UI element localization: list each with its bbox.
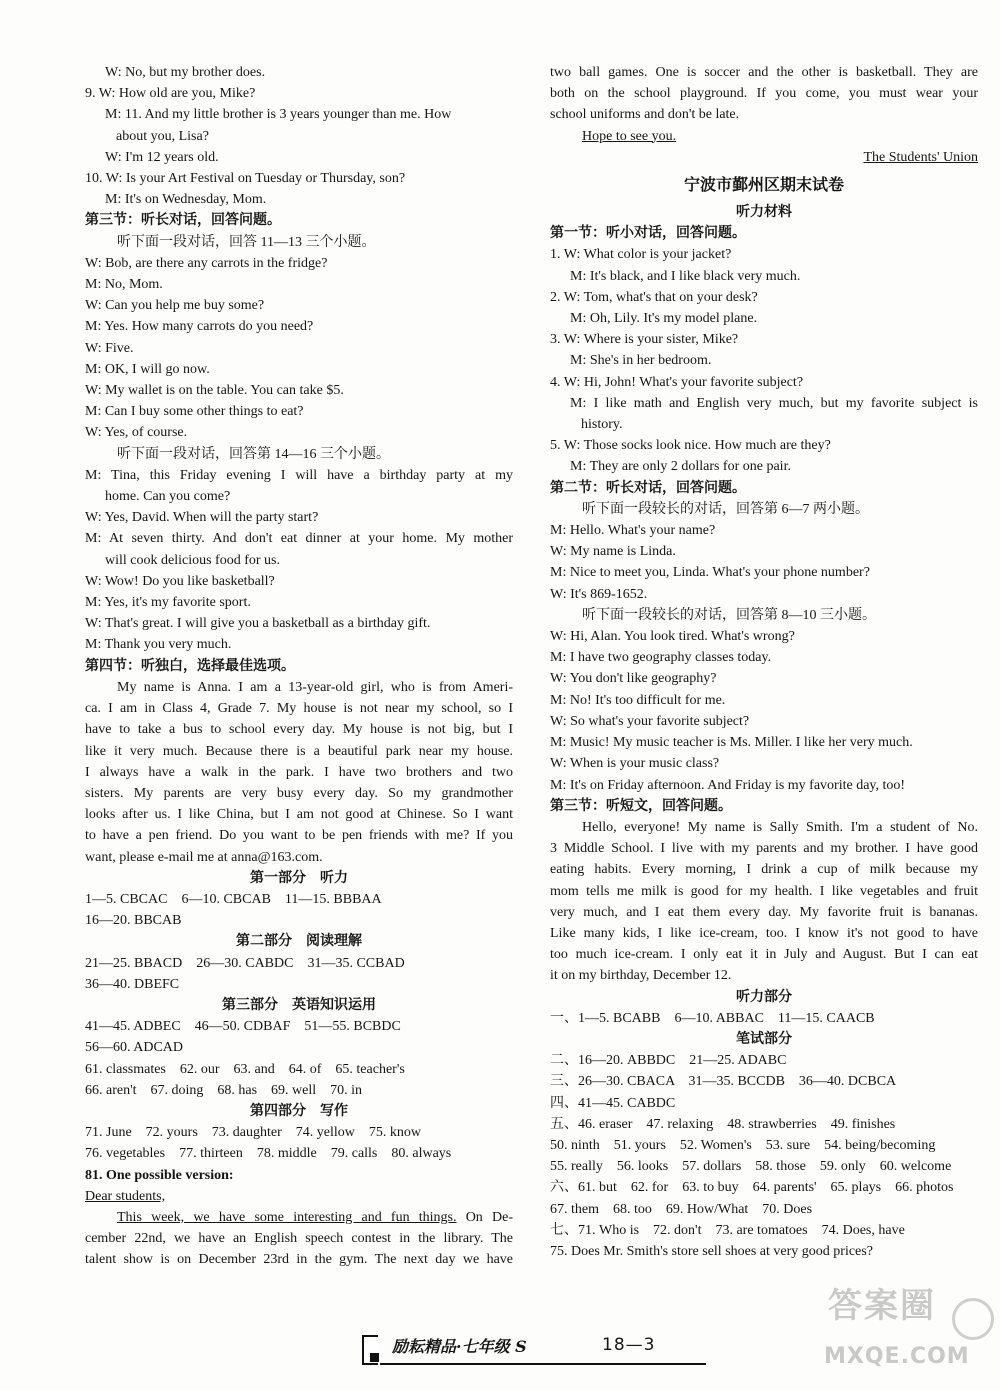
text-line: 9. W: How old are you, Mike?	[85, 86, 256, 102]
text-line: school uniforms and don't be late.	[550, 107, 740, 123]
text-line: 听力部分	[736, 989, 792, 1005]
text-line: 71. June 72. yours 73. daughter 74. yellow 75. know	[85, 1125, 421, 1141]
text-line: 第三部分 英语知识运用	[222, 997, 376, 1013]
text-line: W: Hi, Alan. You look tired. What's wrong?	[550, 629, 795, 645]
text-line: 4. W: Hi, John! What's your favorite subject?	[550, 374, 804, 390]
text-line: M: She's in her bedroom.	[570, 353, 712, 369]
text-line: W: That's great. I will give you a basketball as a birthday gift.	[85, 616, 431, 632]
text-line: W: Five.	[85, 340, 134, 356]
text-line: W: It's 869-1652.	[550, 586, 648, 602]
page-footer	[362, 1335, 707, 1361]
left-content	[85, 62, 513, 1207]
text-line: 第一部分 听力	[250, 870, 348, 886]
text-line: 76. vegetables 77. thirteen 78. middle 79. calls 80. always	[85, 1146, 452, 1162]
text-line: 61. classmates 62. our 63. and 64. of 65. teacher's	[85, 1061, 405, 1077]
text-line: W: Yes, of course.	[85, 425, 188, 441]
text-line: M: I like math and English very much, but my favorite subject is	[570, 395, 978, 411]
left-column	[85, 62, 513, 1271]
text-line: M: Oh, Lily. It's my model plane.	[570, 311, 758, 327]
text-line: ca. I am in Class 4, Grade 7. My house is not near my school, so I	[85, 701, 513, 717]
text-line: want, please e-mail me at anna@163.com.	[85, 849, 323, 865]
text-line: M: Yes, it's my favorite sport.	[85, 595, 251, 611]
text-line: 第三节：听短文，回答问题。	[550, 798, 732, 814]
listening-title: 听力材料	[736, 205, 792, 221]
text-line: home. Can you come?	[105, 489, 231, 505]
text-line: 55. really 56. looks 57. dollars 58. those 59. only 60. welcome	[550, 1159, 952, 1175]
text-line: 21—25. BBACD 26—30. CABDC 31—35. CCBAD	[85, 955, 405, 971]
text-line: W: You don't like geography?	[550, 671, 717, 687]
text-line: M: Yes. How many carrots do you need?	[85, 319, 314, 335]
text-line: 5. W: Those socks look nice. How much are they?	[550, 438, 831, 454]
text-line: 2. W: Tom, what's that on your desk?	[550, 289, 758, 305]
letter-line: talent show is on December 23rd in the gym. The next day we have	[85, 1252, 513, 1268]
letter-line: cember 22nd, we have an English speech contest in the library. The	[85, 1231, 513, 1247]
right-column	[550, 62, 978, 1262]
text-line: 听下面一段对话，回答第 14—16 三个小题。	[117, 446, 390, 462]
text-line: 16—20. BBCAB	[85, 913, 182, 929]
text-line: 一、1—5. BCABB 6—10. ABBAC 11—15. CAACB	[550, 1010, 875, 1026]
text-line: M: 11. And my little brother is 3 years younger than me. How	[105, 107, 452, 123]
text-line: M: Can I buy some other things to eat?	[85, 404, 304, 420]
text-line: M: OK, I will go now.	[85, 361, 210, 377]
text-line: 三、26—30. CBACA 31—35. BCCDB 36—40. DCBCA	[550, 1074, 897, 1090]
text-line: 第三节：听长对话，回答问题。	[85, 213, 281, 229]
text-line: looks after us. I like China, but I am not good at Chinese. So I want	[85, 807, 513, 823]
text-line: W: Yes, David. When will the party start?	[85, 510, 319, 526]
text-line: W: Can you help me buy some?	[85, 298, 265, 314]
text-line: M: It's on Friday afternoon. And Friday is my favorite day, too!	[550, 777, 906, 793]
text-line: W: When is your music class?	[550, 756, 720, 772]
text-line: Dear students,	[85, 1188, 166, 1204]
page-number: 18—3	[602, 1335, 656, 1355]
text-line: M: It's black, and I like black very much.	[570, 268, 801, 284]
text-line: 听下面一段较长的对话，回答第 8—10 三小题。	[582, 607, 876, 623]
text-line: M: Tina, this Friday evening I will have a birthday party at my	[85, 467, 513, 483]
text-line: M: They are only 2 dollars for one pair.	[570, 459, 791, 475]
text-line: history.	[581, 417, 623, 433]
text-line: W: I'm 12 years old.	[105, 149, 219, 165]
text-line: 二、16—20. ABBDC 21—25. ADABC	[550, 1053, 787, 1069]
text-line: 第四部分 写作	[250, 1103, 348, 1119]
text-line: 第二部分 阅读理解	[236, 934, 362, 950]
text-line: 听下面一段对话，回答 11—13 三个小题。	[117, 234, 376, 250]
letter-line	[85, 1207, 513, 1228]
text-line: 第一节：听小对话，回答问题。	[550, 226, 746, 242]
text-line: 四、41—45. CABDC	[550, 1095, 676, 1111]
text-line: 七、71. Who is 72. don't 73. are tomatoes 74. Does, have	[550, 1222, 905, 1238]
text-line: M: I have two geography classes today.	[550, 650, 772, 666]
text-line: like it very much. Because there is a beautiful park near my house.	[85, 743, 513, 759]
letter-underlined-sentence: This week, we have some interesting and fun things.	[117, 1209, 457, 1225]
text-line: My name is Anna. I am a 13-year-old girl, who is from Ameri-	[117, 679, 513, 695]
text-line: W: So what's your favorite subject?	[550, 713, 750, 729]
text-line: I always have a walk in the park. I have two brothers and two	[85, 764, 513, 780]
footer-series: 励耘精品·七年级 S	[392, 1337, 527, 1356]
text-line: 听下面一段较长的对话，回答第 6—7 两小题。	[582, 501, 869, 517]
text-line: 1. W: What color is your jacket?	[550, 247, 732, 263]
letter-text: On De-	[456, 1209, 513, 1225]
text-line: W: My name is Linda.	[550, 544, 676, 560]
text-line: M: At seven thirty. And don't eat dinner at your home. My mother	[85, 531, 513, 547]
text-line: 41—45. ADBEC 46—50. CDBAF 51—55. BCBDC	[85, 1019, 401, 1035]
text-line: 10. W: Is your Art Festival on Tuesday or Thursday, son?	[85, 171, 406, 187]
text-line: too much ice-cream. I only eat it in July and August. But I can eat	[550, 947, 978, 963]
watermark	[822, 1286, 994, 1380]
text-line: have to take a bus to school every day. My house is not big, but I	[85, 722, 513, 738]
text-line: 第四节：听独白，选择最佳选项。	[85, 658, 295, 674]
text-line: sisters. My parents are very busy every day. So my grandmother	[85, 785, 513, 801]
text-line: Hope to see you.	[582, 128, 677, 144]
text-line: both on the school playground. If you come, you must wear your	[550, 86, 978, 102]
text-line: 五、46. eraser 47. relaxing 48. strawberries 49. finishes	[550, 1116, 896, 1132]
text-line: W: Bob, are there any carrots in the fridge?	[85, 255, 328, 271]
text-line: about you, Lisa?	[116, 128, 209, 144]
text-line: eating habits. Every morning, I drink a cup of milk because my	[550, 862, 978, 878]
text-line: will cook delicious food for us.	[105, 552, 280, 568]
text-line: The Students' Union	[863, 149, 978, 165]
text-line: 1—5. CBCAC 6—10. CBCAB 11—15. BBBAA	[85, 891, 382, 907]
text-line: W: No, but my brother does.	[105, 65, 266, 80]
watermark-cn: 答案圈	[828, 1286, 936, 1326]
text-line: 66. aren't 67. doing 68. has 69. well 70. in	[85, 1082, 363, 1098]
letter-continuation	[550, 62, 978, 168]
footer-rule	[380, 1363, 706, 1365]
text-line: 3. W: Where is your sister, Mike?	[550, 332, 739, 348]
text-line: 67. them 68. too 69. How/What 70. Does	[550, 1201, 813, 1217]
text-line: 3 Middle School. I live with my parents and my brother. I have good	[550, 841, 978, 857]
text-line: two ball games. One is soccer and the other is basketball. They are	[550, 65, 978, 80]
text-line: 50. ninth 51. yours 52. Women's 53. sure 54. being/becoming	[550, 1137, 936, 1153]
right-content	[550, 223, 978, 1262]
text-line: 笔试部分	[736, 1031, 792, 1047]
text-line: W: My wallet is on the table. You can take $5.	[85, 383, 344, 399]
text-line: to have a pen friend. Do you want to be pen friends with me? If you	[85, 828, 513, 844]
exam-title: 宁波市鄞州区期末试卷	[683, 175, 844, 195]
text-line: M: No! It's too difficult for me.	[550, 692, 726, 708]
text-line: mom tells me milk is good for my health. I like vegetables and fruit	[550, 883, 978, 899]
text-line: Hello, everyone! My name is Sally Smith. I'm a student of No.	[582, 819, 978, 835]
watermark-en: MXQE.COM	[824, 1344, 970, 1369]
watermark-ring-icon	[952, 1298, 994, 1340]
text-line: M: No, Mom.	[85, 277, 163, 293]
text-line: very much, and I eat them every day. My favorite fruit is bananas.	[550, 904, 978, 920]
text-line: 第二节：听长对话，回答问题。	[550, 480, 746, 496]
text-line: M: Music! My music teacher is Ms. Miller. I like her very much.	[550, 735, 913, 751]
text-line: M: Thank you very much.	[85, 637, 232, 653]
text-line: W: Wow! Do you like basketball?	[85, 573, 275, 589]
text-line: 81. One possible version:	[85, 1167, 234, 1183]
footer-bracket-icon	[362, 1335, 378, 1365]
text-line: it on my birthday, December 12.	[550, 968, 732, 984]
text-line: M: Nice to meet you, Linda. What's your phone number?	[550, 565, 870, 581]
text-line: 56—60. ADCAD	[85, 1040, 184, 1056]
text-line: 75. Does Mr. Smith's store sell shoes at very good prices?	[550, 1243, 873, 1259]
text-line: M: Hello. What's your name?	[550, 523, 716, 539]
text-line: 36—40. DBEFC	[85, 976, 180, 992]
text-line: Like many kids, I like ice-cream, too. I know it's not good to have	[550, 925, 978, 941]
text-line: M: It's on Wednesday, Mom.	[105, 192, 267, 208]
text-line: 六、61. but 62. for 63. to buy 64. parents' 65. plays 66. photos	[550, 1180, 954, 1196]
